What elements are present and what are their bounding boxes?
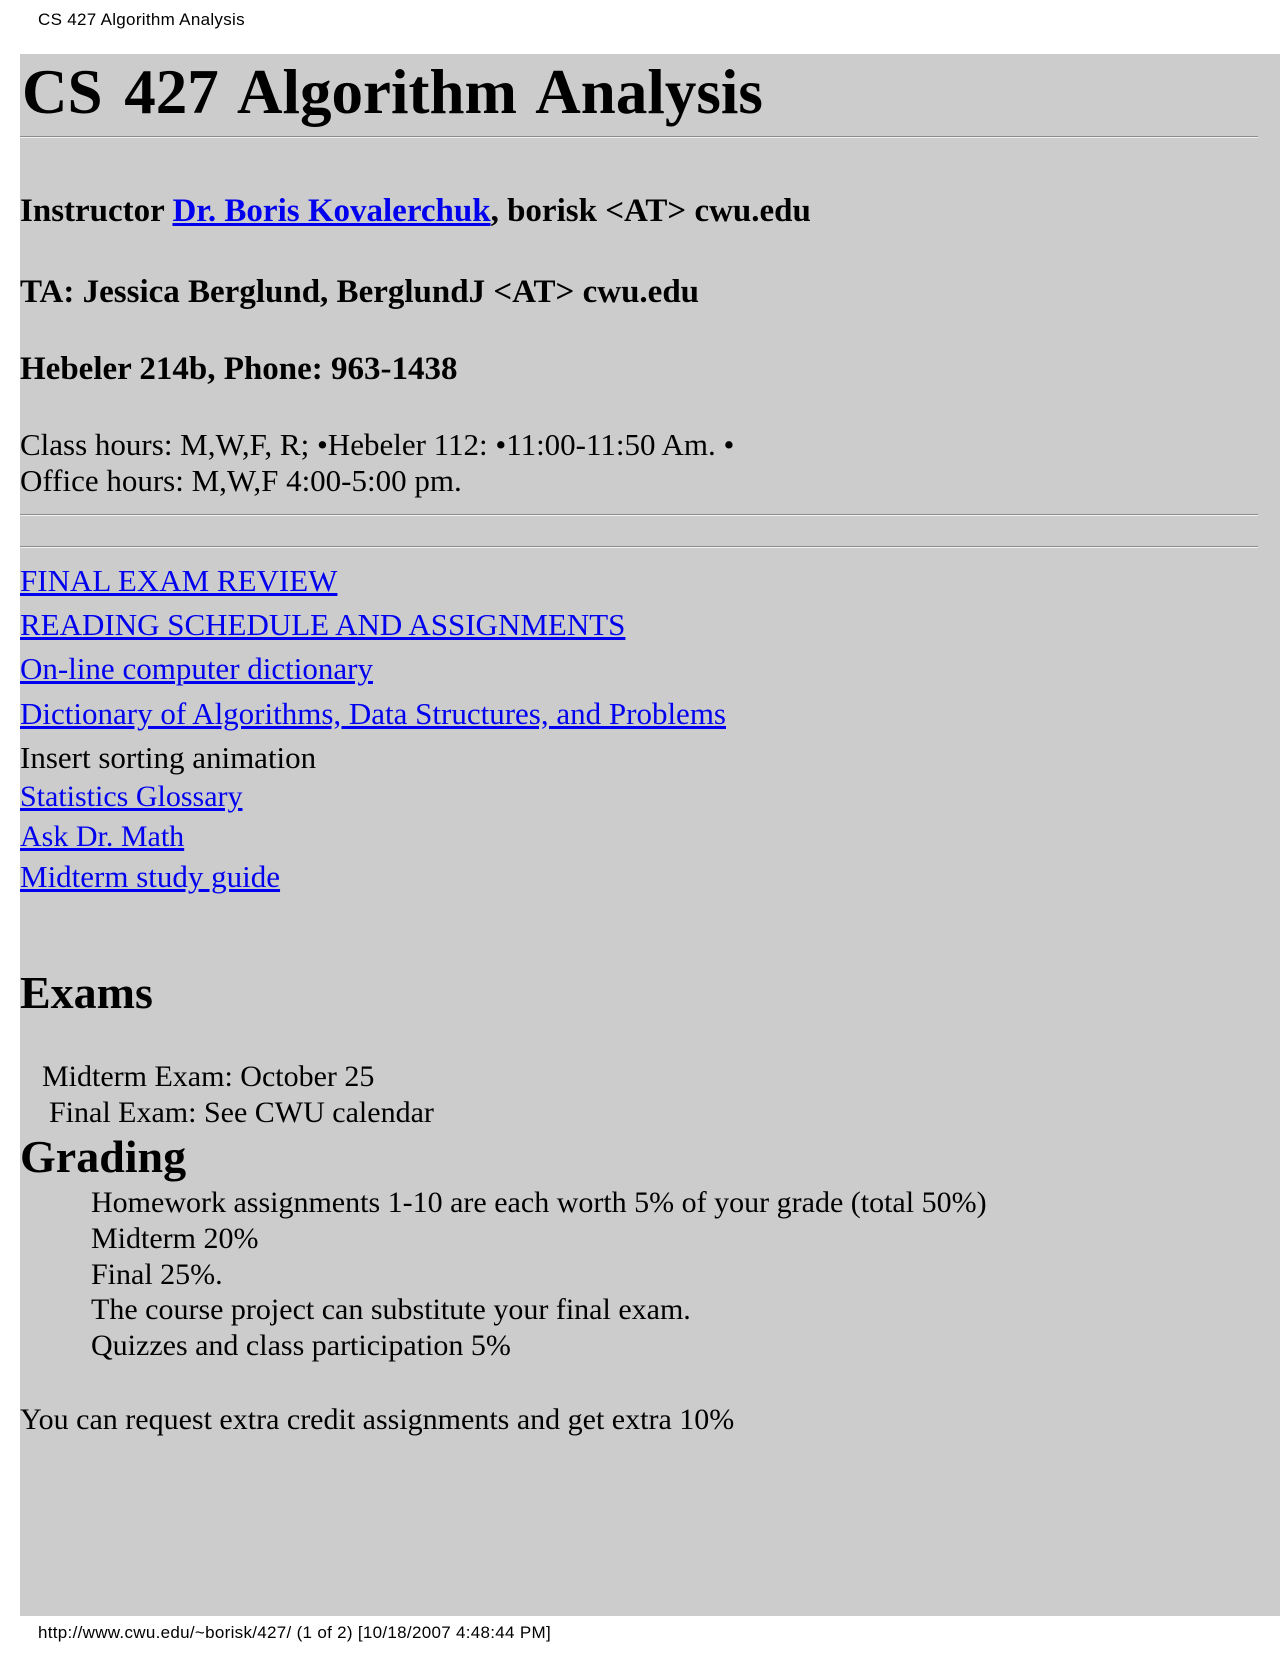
horizontal-rule xyxy=(20,546,1258,548)
final-exam-date: Final Exam: See CWU calendar xyxy=(49,1096,434,1129)
grading-heading: Grading xyxy=(20,1131,187,1182)
ask-dr-math-link[interactable]: Ask Dr. Math xyxy=(20,820,185,853)
exams-heading: Exams xyxy=(20,967,153,1018)
instructor-line xyxy=(20,191,811,231)
final-exam-review-link[interactable]: FINAL EXAM REVIEW xyxy=(20,563,338,598)
algorithms-dictionary-link[interactable]: Dictionary of Algorithms, Data Structures, and Problems xyxy=(20,696,726,731)
horizontal-rule xyxy=(20,514,1258,516)
grading-item: Final 25%. xyxy=(91,1258,223,1291)
class-hours: Class hours: M,W,F, R; •Hebeler 112: •11:00-11:50 Am. • xyxy=(20,427,735,462)
grading-item: Homework assignments 1-10 are each worth 5% of your grade (total 50%) xyxy=(91,1186,987,1219)
office-hours: Office hours: M,W,F 4:00-5:00 pm. xyxy=(20,463,462,498)
print-footer: http://www.cwu.edu/~borisk/427/ (1 of 2) [10/18/2007 4:48:44 PM] xyxy=(38,1623,551,1642)
insert-sorting-text: Insert sorting animation xyxy=(20,740,317,775)
grading-item: Midterm 20% xyxy=(91,1222,259,1255)
instructor-label: Instructor xyxy=(20,193,173,229)
grading-item: The course project can substitute your final exam. xyxy=(91,1293,691,1326)
page-title: CS 427 Algorithm Analysis xyxy=(22,57,763,127)
office-line: Hebeler 214b, Phone: 963-1438 xyxy=(20,351,458,387)
computer-dictionary-link[interactable]: On-line computer dictionary xyxy=(20,651,373,686)
instructor-link[interactable]: Dr. Boris Kovalerchuk xyxy=(172,193,491,229)
reading-schedule-link[interactable]: READING SCHEDULE AND ASSIGNMENTS xyxy=(20,607,626,642)
statistics-glossary-link[interactable]: Statistics Glossary xyxy=(20,780,243,813)
midterm-study-guide-link[interactable]: Midterm study guide xyxy=(20,859,281,894)
midterm-exam-date: Midterm Exam: October 25 xyxy=(42,1060,375,1093)
ta-line: TA: Jessica Berglund, BerglundJ <AT> cwu.edu xyxy=(20,274,700,310)
grading-item: Quizzes and class participation 5% xyxy=(91,1329,511,1362)
instructor-email: , borisk <AT> cwu.edu xyxy=(490,193,811,229)
horizontal-rule xyxy=(20,136,1258,138)
extra-credit-note: You can request extra credit assignments and get extra 10% xyxy=(20,1403,735,1436)
print-header: CS 427 Algorithm Analysis xyxy=(38,10,245,29)
page-content xyxy=(20,54,1280,1616)
